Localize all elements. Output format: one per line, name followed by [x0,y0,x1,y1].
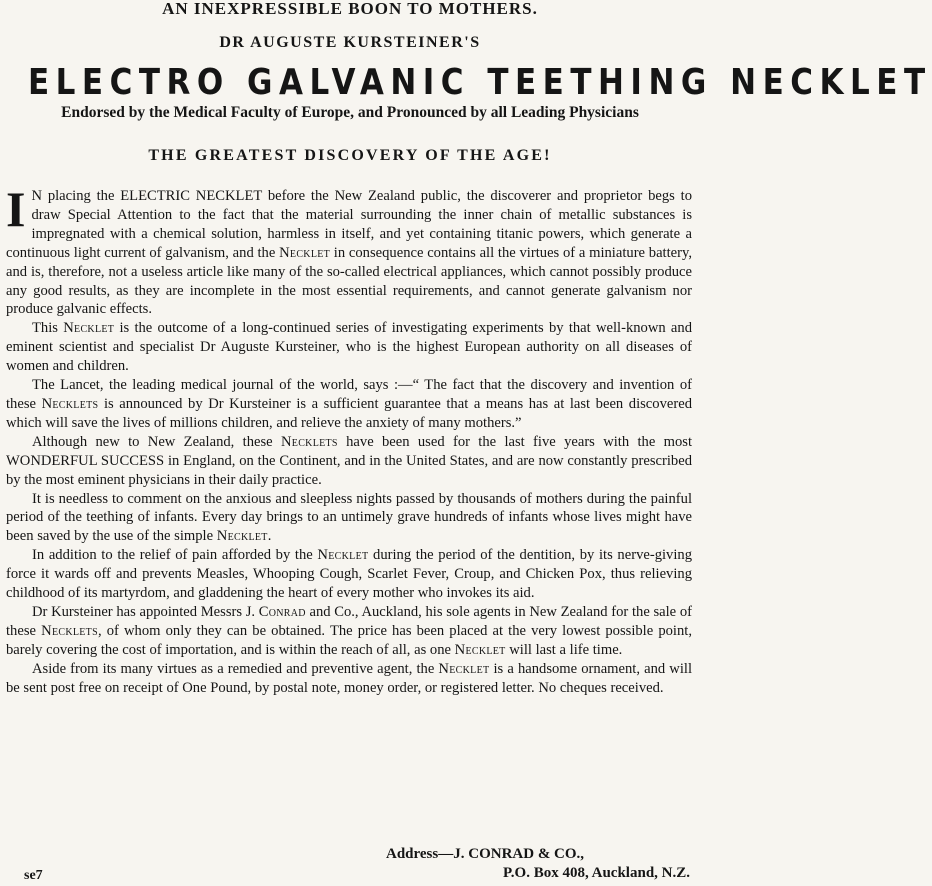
drop-cap: I [6,181,26,237]
text-run: In addition to the relief of pain afforded by the [32,547,318,564]
text-run: N placing the ELECTRIC NECKLET before the New Zealand public, the discoverer and proprietor begs to draw Special Attention to the fact that the material surrounding the inner chain of metallic substances is impregnated with a chemical solution, harmless in itself, and yet containing titanic powers, which generate a continuous light current of galvanism, and the [6,188,692,261]
text-run: , of whom only they can be obtained. The price has been placed at the very lowest possible point, barely covering the cost of importation, and is within the reach of all, as one [6,622,692,658]
paragraph-4 [6,433,692,490]
text-run: Aside from its many virtues as a remedied and preventive agent, the [32,660,439,677]
ad-reference-code: se7 [24,868,43,883]
paragraph-7 [6,603,692,660]
product-mention: Necklets [41,622,98,639]
text-run: is the outcome of a long-continued series of investigating experiments by that well-known and eminent scientist and specialist Dr Auguste Kursteiner, who is the highest European authority on all diseases of women and children. [6,320,693,375]
product-mention: Necklet [317,547,369,564]
text-run: The Lancet, the leading medical journal of the world, says :—“ The fact that the discovery and invention of these [6,377,692,412]
maker-name: DR AUGUSTE KURSTEINER'S [219,34,481,51]
text-run: in consequence contains all the virtues of a miniature battery, and is, therefore, not a useless article like many of the so-called electrical appliances, which cannot possibly produce any good results, as they are incomplete in the most essential requirements, and cannot generate galvanism nor produce galvanic effects. [6,244,692,318]
paragraph-8 [6,660,692,698]
headline: THE GREATEST DISCOVERY OF THE AGE! [148,147,552,164]
product-mention: Necklet [279,244,331,261]
product-mention: Necklet [438,660,490,677]
text-run: This [32,320,64,337]
text-run: during the period of the dentition, by its nerve-giving force it wards off and prevents Measles, Whooping Cough, Scarlet Fever, Croup, and Chicken Pox, thus relieving childhood of its martyrdom, and gladdening the heart of every mother who invokes its aid. [6,547,693,602]
ad-tagline: AN INEXPRESSIBLE BOON TO MOTHERS. [162,0,538,18]
text-run: and Co., Auckland, his sole agents in New Zealand for the sale of these [6,603,692,639]
product-mention: Necklet. [216,528,272,545]
product-mention: Necklet [63,320,115,337]
paragraph-3 [6,376,692,433]
text-run: It is needless to comment on the anxious and sleepless nights passed by thousands of mothers during the painful period of the teething of infants. Every day brings to an untimely grave hundreds of infants whose lives might have been saved by the use of the simple [6,490,692,545]
product-mention: Necklet [454,641,506,658]
product-mention: Necklets [280,433,338,450]
product-title: ELECTRO GALVANIC TEETHING NECKLET [28,62,932,104]
text-run: have been used for the last five years with the most WONDERFUL SUCCESS in England, on the Continent, and in the United States, and are now constantly prescribed by the most eminent physicians in their daily practice. [6,433,693,488]
text-run: is a handsome ornament, and will be sent post free on receipt of One Pound, by postal note, money order, or registered letter. No cheques received. [6,660,693,696]
text-run: Although new to New Zealand, these [32,433,281,450]
address-line-2: P.O. Box 408, Auckland, N.Z. [503,865,690,881]
text-run: is announced by Dr Kursteiner is a sufficient guarantee that a means has at last been discovered which will save the lives of millions children, and relieve the anxiety of many mothers.” [6,395,692,431]
ad-body [6,181,693,697]
paragraph-6 [6,546,692,603]
paragraph-1 [6,181,692,319]
product-mention: Necklets [41,395,99,412]
agent-address [370,845,690,883]
company-mention: Conrad [258,603,306,620]
paragraph-2 [6,319,692,376]
text-run: Dr Kursteiner has appointed Messrs J. [32,603,259,620]
text-run: will last a life time. [505,641,623,658]
paragraph-5 [6,490,692,547]
address-line-1: Address—J. CONRAD & CO., [386,846,585,862]
endorsement-line: Endorsed by the Medical Faculty of Europe, and Pronounced by all Leading Physicians [61,104,639,121]
